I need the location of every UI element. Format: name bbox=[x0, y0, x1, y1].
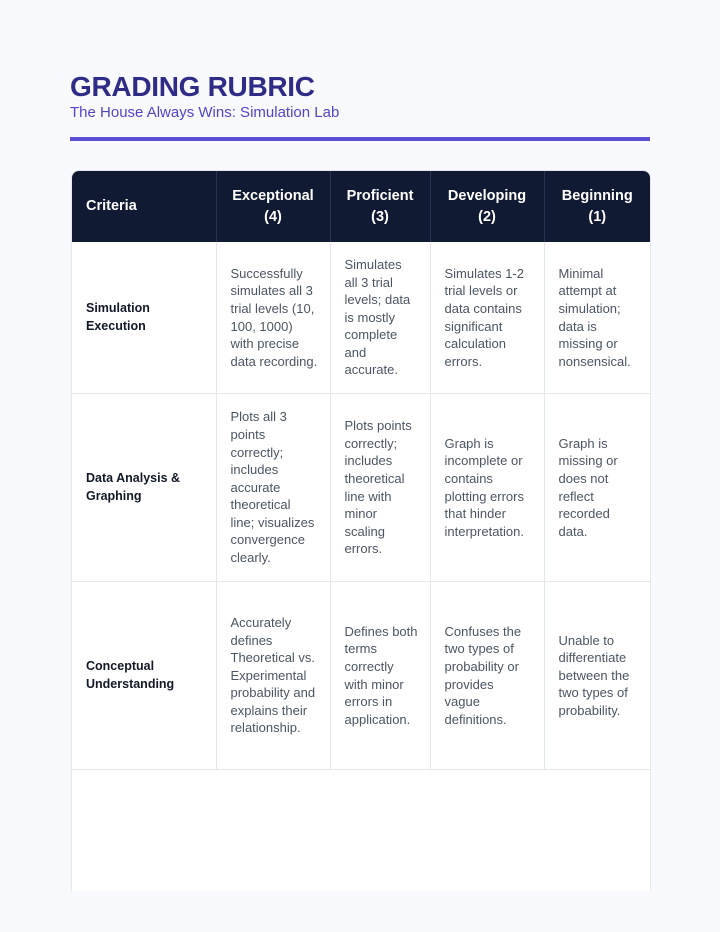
column-header-exceptional: Exceptional (4) bbox=[216, 171, 330, 242]
table-row bbox=[72, 394, 650, 582]
rubric-card bbox=[71, 170, 651, 891]
column-header-proficient: Proficient (3) bbox=[330, 171, 430, 242]
table-header-row bbox=[72, 171, 650, 242]
column-header-criteria: Criteria bbox=[72, 171, 216, 242]
table-row bbox=[72, 242, 650, 394]
table-cell: Plots points correctly; includes theoretical line with minor scaling errors. bbox=[330, 394, 430, 582]
criteria-cell: Data Analysis & Graphing bbox=[72, 394, 216, 582]
criteria-cell: Conceptual Understanding bbox=[72, 582, 216, 770]
table-cell: Minimal attempt at simulation; data is missing or nonsensical. bbox=[544, 242, 650, 394]
column-header-beginning: Beginning (1) bbox=[544, 171, 650, 242]
table-cell: Simulates 1-2 trial levels or data contains significant calculation errors. bbox=[430, 242, 544, 394]
rubric-table bbox=[72, 171, 650, 770]
table-row bbox=[72, 582, 650, 770]
table-cell: Unable to differentiate between the two types of probability. bbox=[544, 582, 650, 770]
table-cell: Graph is missing or does not reflect recorded data. bbox=[544, 394, 650, 582]
page-title: GRADING RUBRIC bbox=[70, 71, 315, 102]
table-cell: Accurately defines Theoretical vs. Experimental probability and explains their relationship. bbox=[216, 582, 330, 770]
table-cell: Plots all 3 points correctly; includes accurate theoretical line; visualizes convergence clearly. bbox=[216, 394, 330, 582]
table-cell: Confuses the two types of probability or provides vague definitions. bbox=[430, 582, 544, 770]
table-cell: Simulates all 3 trial levels; data is mostly complete and accurate. bbox=[330, 242, 430, 394]
table-cell: Graph is incomplete or contains plotting errors that hinder interpretation. bbox=[430, 394, 544, 582]
criteria-cell: Simulation Execution bbox=[72, 242, 216, 394]
table-cell: Defines both terms correctly with minor errors in application. bbox=[330, 582, 430, 770]
title-divider bbox=[70, 137, 650, 141]
column-header-developing: Developing (2) bbox=[430, 171, 544, 242]
page-subtitle: The House Always Wins: Simulation Lab bbox=[70, 104, 340, 121]
table-cell: Successfully simulates all 3 trial levels (10, 100, 1000) with precise data recording. bbox=[216, 242, 330, 394]
